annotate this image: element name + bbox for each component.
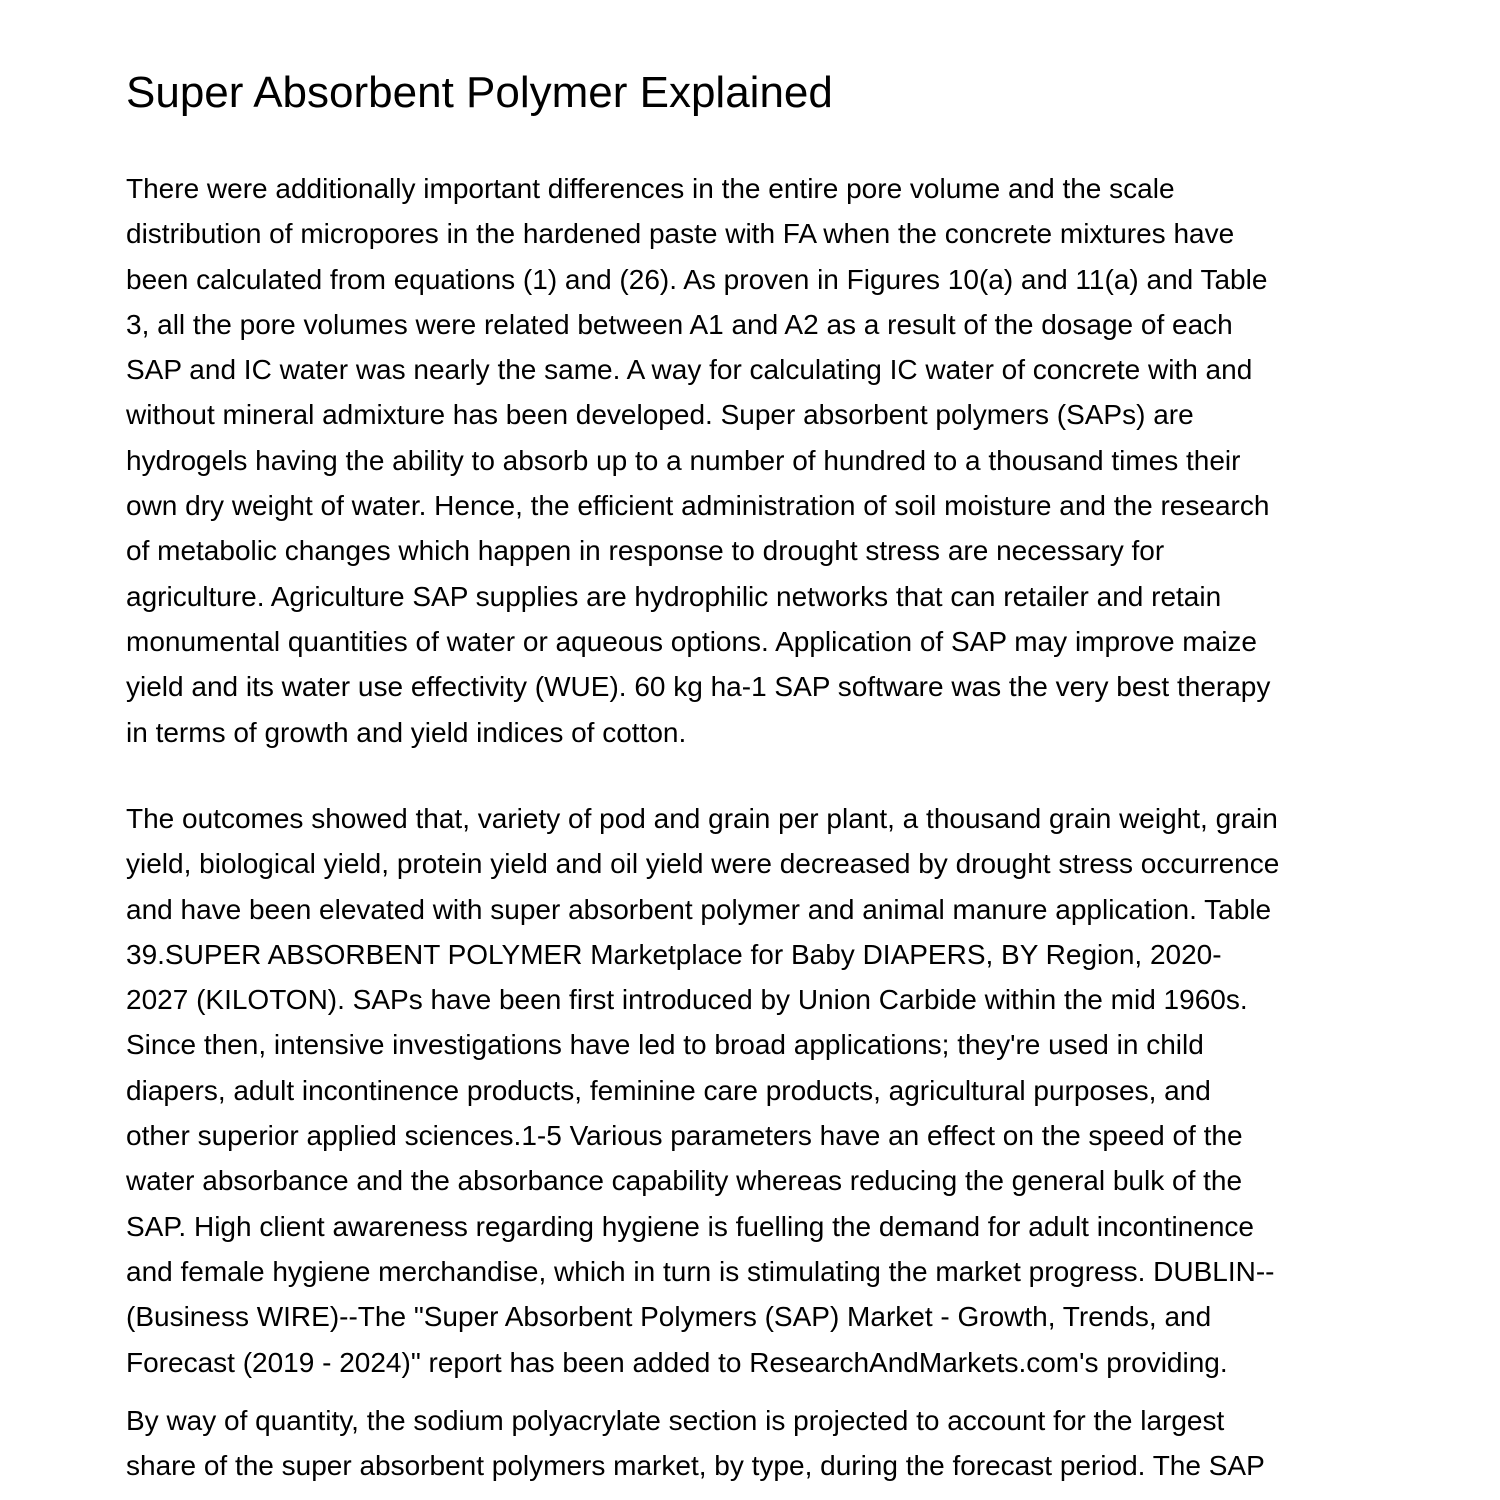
paragraph-line: 2027 (KILOTON). SAPs have been first introduced by Union Carbide within the mid 1960s. bbox=[126, 984, 1248, 1016]
paragraph-line: hydrogels having the ability to absorb up to a number of hundred to a thousand times their bbox=[126, 444, 1241, 476]
paragraph bbox=[126, 1398, 1265, 1489]
paragraph bbox=[126, 796, 1279, 1385]
paragraph-line: water absorbance and the absorbance capability whereas reducing the general bulk of the bbox=[126, 1165, 1243, 1197]
paragraph-line: SAP and IC water was nearly the same. A way for calculating IC water of concrete with and bbox=[126, 354, 1253, 386]
paragraph-line: (Business WIRE)--The "Super Absorbent Polymers (SAP) Market - Growth, Trends, and bbox=[126, 1301, 1212, 1333]
paragraph-line: and have been elevated with super absorbent polymer and animal manure application. Table bbox=[126, 893, 1272, 925]
paragraph-line: of metabolic changes which happen in response to drought stress are necessary for bbox=[126, 535, 1165, 567]
paragraph-line: yield, biological yield, protein yield and oil yield were decreased by drought stress occurrence bbox=[126, 848, 1280, 880]
paragraph-line: By way of quantity, the sodium polyacrylate section is projected to account for the largest bbox=[126, 1405, 1225, 1436]
paragraph-line: 3, all the pore volumes were related between A1 and A2 as a result of the dosage of each bbox=[126, 308, 1233, 340]
paragraph-line: Forecast (2019 - 2024)" report has been added to ResearchAndMarkets.com's providing. bbox=[126, 1346, 1228, 1378]
paragraph-line: own dry weight of water. Hence, the efficient administration of soil moisture and the research bbox=[126, 490, 1270, 522]
paragraph bbox=[126, 166, 1270, 755]
paragraph-line: Since then, intensive investigations have led to broad applications; they're used in child bbox=[126, 1029, 1204, 1061]
paragraph-line: been calculated from equations (1) and (26). As proven in Figures 10(a) and 11(a) and Table bbox=[126, 263, 1268, 295]
paragraph-line: distribution of micropores in the hardened paste with FA when the concrete mixtures have bbox=[126, 218, 1235, 250]
paragraph-line: diapers, adult incontinence products, feminine care products, agricultural purposes, and bbox=[126, 1074, 1211, 1106]
paragraph-line: agriculture. Agriculture SAP supplies are hydrophilic networks that can retailer and retain bbox=[126, 580, 1222, 612]
paragraph-line: monumental quantities of water or aqueous options. Application of SAP may improve maize bbox=[126, 625, 1257, 657]
paragraph-line: yield and its water use effectivity (WUE). 60 kg ha-1 SAP software was the very best therapy bbox=[126, 671, 1271, 703]
paragraph-line: The outcomes showed that, variety of pod and grain per plant, a thousand grain weight, grain bbox=[126, 803, 1278, 834]
paragraph-line: and female hygiene merchandise, which in turn is stimulating the market progress. DUBLIN-- bbox=[126, 1255, 1275, 1287]
paragraph-line: in terms of growth and yield indices of cotton. bbox=[126, 716, 687, 748]
paragraph-line: SAP. High client awareness regarding hygiene is fuelling the demand for adult incontinence bbox=[126, 1210, 1254, 1242]
paragraph-line: There were additionally important differences in the entire pore volume and the scale bbox=[126, 173, 1175, 204]
paragraph-line: 39.SUPER ABSORBENT POLYMER Marketplace for Baby DIAPERS, BY Region, 2020- bbox=[126, 938, 1222, 970]
paragraph-line: without mineral admixture has been developed. Super absorbent polymers (SAPs) are bbox=[126, 399, 1194, 431]
paragraph-line: other superior applied sciences.1-5 Various parameters have an effect on the speed of the bbox=[126, 1120, 1243, 1152]
document-title: Super Absorbent Polymer Explained bbox=[126, 68, 833, 117]
paragraph-line: share of the super absorbent polymers market, by type, during the forecast period. The SAP bbox=[126, 1450, 1265, 1482]
